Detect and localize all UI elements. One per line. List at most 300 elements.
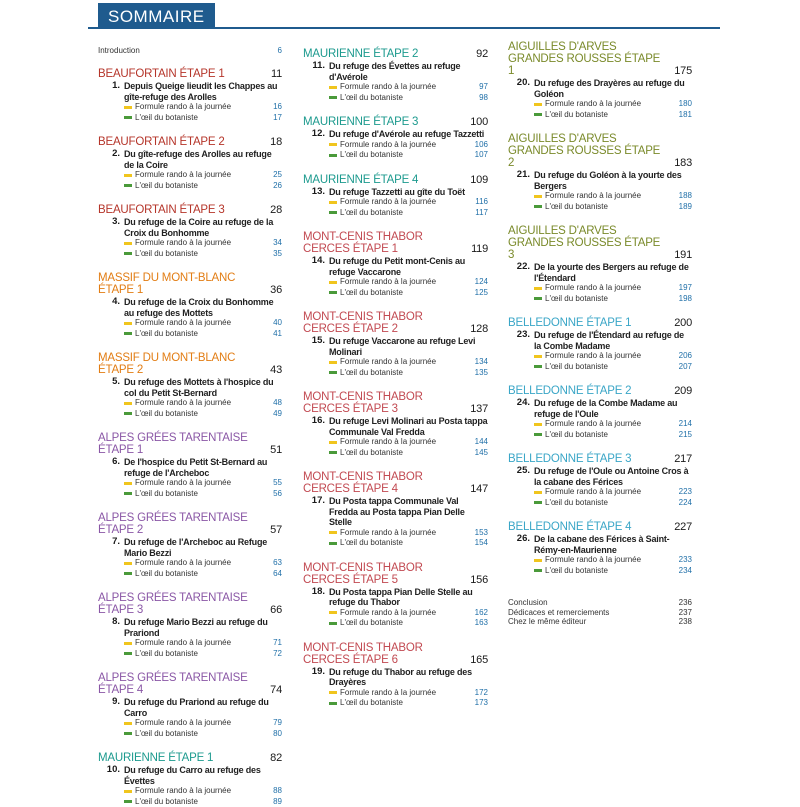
section-page: 100 <box>470 116 488 128</box>
sub-entry[interactable] <box>508 555 692 566</box>
green-bar-icon <box>534 569 542 572</box>
green-bar-icon <box>329 451 337 454</box>
sub-entry[interactable] <box>303 688 488 699</box>
section-heading[interactable] <box>303 562 488 586</box>
section-heading[interactable] <box>303 311 488 335</box>
sub-label: Formule rando à la journée <box>545 283 679 294</box>
sub-entry[interactable] <box>303 288 488 299</box>
section-heading[interactable] <box>303 471 488 495</box>
intro-label: Introduction <box>98 46 140 55</box>
stage-entry[interactable] <box>303 61 488 82</box>
sub-page: 41 <box>273 329 282 340</box>
sub-label: Formule rando à la journée <box>340 688 475 699</box>
sub-label: Formule rando à la journée <box>340 608 475 619</box>
section-page: 156 <box>470 574 488 586</box>
toc-section <box>303 231 488 298</box>
section-heading[interactable] <box>508 41 692 77</box>
section-heading[interactable] <box>98 512 282 536</box>
section-page: 109 <box>470 174 488 186</box>
toc-section <box>98 672 282 739</box>
stage-entry[interactable] <box>303 256 488 277</box>
section-heading[interactable] <box>303 174 488 186</box>
green-bar-icon <box>124 116 132 119</box>
section-heading[interactable] <box>303 231 488 255</box>
stage-number: 9. <box>98 697 124 718</box>
stage-entry[interactable] <box>98 537 282 558</box>
sub-entry[interactable] <box>303 93 488 104</box>
sub-entry[interactable] <box>303 82 488 93</box>
sub-page: 173 <box>475 698 488 709</box>
green-bar-icon <box>124 652 132 655</box>
toc-section <box>98 136 282 191</box>
sub-label: L'œil du botaniste <box>340 698 475 709</box>
sub-page: 233 <box>679 555 692 566</box>
stage-entry[interactable] <box>303 416 488 437</box>
sub-entry[interactable] <box>98 729 282 740</box>
section-title: MASSIF DU MONT-BLANC ÉTAPE 2 <box>98 352 264 376</box>
stage-number: 20. <box>508 78 534 99</box>
stage-route: Du refuge de la Croix du Bonhomme au refuge des Mottets <box>124 297 282 318</box>
stage-entry[interactable] <box>98 617 282 638</box>
stage-entry[interactable] <box>508 534 692 555</box>
sub-page: 72 <box>273 649 282 660</box>
sub-label: L'œil du botaniste <box>135 113 273 124</box>
sub-entry[interactable] <box>303 528 488 539</box>
sub-label: Formule rando à la journée <box>135 170 273 181</box>
stage-entry[interactable] <box>508 466 692 487</box>
sub-label: Formule rando à la journée <box>340 437 475 448</box>
stage-route: Du refuge des Évettes au refuge d'Avérole <box>329 61 488 82</box>
green-bar-icon <box>534 501 542 504</box>
sub-page: 34 <box>273 238 282 249</box>
section-page: 82 <box>270 752 282 764</box>
section-heading[interactable] <box>98 432 282 456</box>
stage-entry[interactable] <box>303 496 488 528</box>
intro-page: 6 <box>278 46 282 55</box>
section-heading[interactable] <box>98 68 282 80</box>
sub-entry[interactable] <box>303 197 488 208</box>
sub-label: L'œil du botaniste <box>340 538 475 549</box>
section-heading[interactable] <box>303 48 488 60</box>
stage-number: 25. <box>508 466 534 487</box>
sub-label: Formule rando à la journée <box>135 638 273 649</box>
sub-entry[interactable] <box>98 558 282 569</box>
yellow-bar-icon <box>124 402 132 405</box>
sub-label: L'œil du botaniste <box>340 448 475 459</box>
stage-entry[interactable] <box>98 297 282 318</box>
sub-page: 124 <box>475 277 488 288</box>
section-page: 200 <box>674 317 692 329</box>
stage-entry[interactable] <box>303 587 488 608</box>
sub-entry[interactable] <box>98 329 282 340</box>
sub-entry[interactable] <box>98 318 282 329</box>
toc-section <box>98 752 282 807</box>
sub-entry[interactable] <box>508 351 692 362</box>
sub-entry[interactable] <box>98 181 282 192</box>
sub-label: L'œil du botaniste <box>340 618 475 629</box>
sub-entry[interactable] <box>508 294 692 305</box>
sub-page: 172 <box>475 688 488 699</box>
stage-entry[interactable] <box>508 262 692 283</box>
stage-entry[interactable] <box>98 457 282 478</box>
section-title: BELLEDONNE ÉTAPE 4 <box>508 521 668 533</box>
stage-entry[interactable] <box>508 78 692 99</box>
yellow-bar-icon <box>329 531 337 534</box>
sub-page: 88 <box>273 786 282 797</box>
sub-page: 198 <box>679 294 692 305</box>
end-item[interactable] <box>508 608 692 618</box>
section-page: 147 <box>470 483 488 495</box>
sub-entry[interactable] <box>98 249 282 260</box>
section-title: MAURIENNE ÉTAPE 4 <box>303 174 464 186</box>
sub-entry[interactable] <box>508 110 692 121</box>
stage-number: 13. <box>303 187 329 198</box>
stage-entry[interactable] <box>508 398 692 419</box>
green-bar-icon <box>534 113 542 116</box>
sub-entry[interactable] <box>303 208 488 219</box>
sub-page: 207 <box>679 362 692 373</box>
toc-section <box>303 562 488 629</box>
green-bar-icon <box>124 332 132 335</box>
green-bar-icon <box>329 96 337 99</box>
section-page: 28 <box>270 204 282 216</box>
section-page: 57 <box>270 524 282 536</box>
stage-entry[interactable] <box>303 336 488 357</box>
sub-entry[interactable] <box>98 569 282 580</box>
end-page: 237 <box>679 608 692 618</box>
section-page: 74 <box>270 684 282 696</box>
sub-page: 215 <box>679 430 692 441</box>
section-title: ALPES GRÉES TARENTAISE ÉTAPE 4 <box>98 672 264 696</box>
stage-route: Du refuge des Mottets à l'hospice du col du Petit St-Bernard <box>124 377 282 398</box>
stage-route: Du Posta tappa Communale Val Fredda au Posta tappa Pian Delle Stelle <box>329 496 488 528</box>
sub-label: Formule rando à la journée <box>340 140 475 151</box>
toc-section <box>303 116 488 161</box>
stage-number: 23. <box>508 330 534 351</box>
section-heading[interactable] <box>303 116 488 128</box>
sub-label: Formule rando à la journée <box>135 478 273 489</box>
toc-section <box>303 471 488 549</box>
section-heading[interactable] <box>98 352 282 376</box>
sub-page: 163 <box>475 618 488 629</box>
stage-route: Du refuge du Thabor au refuge des Drayères <box>329 667 488 688</box>
stage-number: 18. <box>303 587 329 608</box>
sub-entry[interactable] <box>303 538 488 549</box>
stage-number: 17. <box>303 496 329 528</box>
sub-entry[interactable] <box>508 430 692 441</box>
end-page: 236 <box>679 598 692 608</box>
yellow-bar-icon <box>534 559 542 562</box>
sub-entry[interactable] <box>508 419 692 430</box>
sub-label: Formule rando à la journée <box>135 786 273 797</box>
stage-route: Du refuge de la Combe Madame au refuge de l'Oule <box>534 398 692 419</box>
sub-entry[interactable] <box>98 638 282 649</box>
sub-entry[interactable] <box>303 608 488 619</box>
green-bar-icon <box>124 184 132 187</box>
sub-label: Formule rando à la journée <box>340 357 475 368</box>
sub-entry[interactable] <box>98 170 282 181</box>
sub-label: L'œil du botaniste <box>135 649 273 660</box>
sub-label: Formule rando à la journée <box>545 99 679 110</box>
section-title: ALPES GRÉES TARENTAISE ÉTAPE 2 <box>98 512 264 536</box>
section-title: BEAUFORTAIN ÉTAPE 3 <box>98 204 264 216</box>
sub-label: L'œil du botaniste <box>340 368 475 379</box>
stage-route: De l'hospice du Petit St-Bernard au refuge de l'Archeboc <box>124 457 282 478</box>
stage-route: Du refuge du Goléon à la yourte des Bergers <box>534 170 692 191</box>
green-bar-icon <box>534 433 542 436</box>
stage-route: De la yourte des Bergers au refuge de l'Étendard <box>534 262 692 283</box>
sub-entry[interactable] <box>303 448 488 459</box>
stage-route: Du refuge de l'Étendard au refuge de la Combe Madame <box>534 330 692 351</box>
section-heading[interactable] <box>508 317 692 329</box>
sub-entry[interactable] <box>98 718 282 729</box>
sub-label: L'œil du botaniste <box>135 409 273 420</box>
sub-entry[interactable] <box>98 786 282 797</box>
yellow-bar-icon <box>124 482 132 485</box>
section-heading[interactable] <box>98 272 282 296</box>
sub-entry[interactable] <box>98 489 282 500</box>
sub-page: 107 <box>475 150 488 161</box>
sub-page: 125 <box>475 288 488 299</box>
sub-entry[interactable] <box>98 238 282 249</box>
section-heading[interactable] <box>303 642 488 666</box>
stage-number: 26. <box>508 534 534 555</box>
yellow-bar-icon <box>124 790 132 793</box>
stage-entry[interactable] <box>98 217 282 238</box>
sub-entry[interactable] <box>303 140 488 151</box>
yellow-bar-icon <box>124 562 132 565</box>
section-heading[interactable] <box>98 672 282 696</box>
green-bar-icon <box>329 702 337 705</box>
toc-section <box>508 521 692 576</box>
stage-number: 10. <box>98 765 124 786</box>
section-title: BEAUFORTAIN ÉTAPE 2 <box>98 136 264 148</box>
stage-number: 5. <box>98 377 124 398</box>
sub-label: L'œil du botaniste <box>135 249 273 260</box>
stage-number: 22. <box>508 262 534 283</box>
stage-number: 2. <box>98 149 124 170</box>
stage-number: 6. <box>98 457 124 478</box>
green-bar-icon <box>124 800 132 803</box>
stage-number: 11. <box>303 61 329 82</box>
sub-entry[interactable] <box>303 368 488 379</box>
sub-page: 80 <box>273 729 282 740</box>
stage-entry[interactable] <box>508 170 692 191</box>
sub-label: L'œil du botaniste <box>545 430 679 441</box>
section-title: MAURIENNE ÉTAPE 1 <box>98 752 264 764</box>
toc-section <box>508 453 692 508</box>
sub-entry[interactable] <box>508 566 692 577</box>
sub-entry[interactable] <box>98 409 282 420</box>
sub-page: 49 <box>273 409 282 420</box>
sub-label: L'œil du botaniste <box>545 294 679 305</box>
yellow-bar-icon <box>329 361 337 364</box>
sub-page: 153 <box>475 528 488 539</box>
sub-page: 55 <box>273 478 282 489</box>
end-label: Dédicaces et remerciements <box>508 608 609 618</box>
toc-section <box>303 48 488 103</box>
toc-section <box>508 133 692 212</box>
sub-label: L'œil du botaniste <box>135 729 273 740</box>
stage-route: Du refuge Levi Molinari au Posta tappa Communale Val Fredda <box>329 416 488 437</box>
sub-entry[interactable] <box>508 283 692 294</box>
toc-section <box>303 174 488 219</box>
stage-entry[interactable] <box>98 149 282 170</box>
section-page: 137 <box>470 403 488 415</box>
toc-section <box>98 432 282 499</box>
sub-entry[interactable] <box>508 191 692 202</box>
stage-route: Du gîte-refuge des Arolles au refuge de la Coire <box>124 149 282 170</box>
sub-entry[interactable] <box>508 487 692 498</box>
green-bar-icon <box>329 291 337 294</box>
stage-route: Du refuge de l'Archeboc au Refuge Mario Bezzi <box>124 537 282 558</box>
toc-section <box>508 385 692 440</box>
sub-page: 135 <box>475 368 488 379</box>
stage-number: 3. <box>98 217 124 238</box>
sub-entry[interactable] <box>98 797 282 807</box>
sub-label: L'œil du botaniste <box>135 329 273 340</box>
yellow-bar-icon <box>329 143 337 146</box>
toc-section <box>98 512 282 579</box>
sub-label: Formule rando à la journée <box>135 238 273 249</box>
section-heading[interactable] <box>508 133 692 169</box>
sub-page: 224 <box>679 498 692 509</box>
stage-entry[interactable] <box>98 765 282 786</box>
stage-entry[interactable] <box>303 667 488 688</box>
section-heading[interactable] <box>98 752 282 764</box>
section-page: 165 <box>470 654 488 666</box>
sub-page: 145 <box>475 448 488 459</box>
stage-number: 19. <box>303 667 329 688</box>
toc-column-1 <box>98 40 282 807</box>
section-heading[interactable] <box>508 385 692 397</box>
sub-entry[interactable] <box>508 498 692 509</box>
green-bar-icon <box>124 252 132 255</box>
sub-entry[interactable] <box>303 277 488 288</box>
yellow-bar-icon <box>329 201 337 204</box>
sub-label: Formule rando à la journée <box>545 351 679 362</box>
sub-entry[interactable] <box>303 150 488 161</box>
sub-entry[interactable] <box>98 102 282 113</box>
stage-route: Du refuge Mario Bezzi au refuge du Prariond <box>124 617 282 638</box>
sub-page: 48 <box>273 398 282 409</box>
sub-label: L'œil du botaniste <box>545 110 679 121</box>
green-bar-icon <box>329 154 337 157</box>
stage-route: Du refuge Tazzetti au gîte du Toët <box>329 187 465 198</box>
stage-number: 8. <box>98 617 124 638</box>
section-heading[interactable] <box>98 592 282 616</box>
sub-entry[interactable] <box>98 113 282 124</box>
stage-route: Du refuge des Drayères au refuge du Goléon <box>534 78 692 99</box>
sub-entry[interactable] <box>303 357 488 368</box>
sub-entry[interactable] <box>303 437 488 448</box>
section-page: 227 <box>674 521 692 533</box>
stage-route: De la cabane des Férices à Saint-Rémy-en-Maurienne <box>534 534 692 555</box>
stage-number: 21. <box>508 170 534 191</box>
stage-entry[interactable] <box>98 81 282 102</box>
end-matter <box>508 598 692 627</box>
section-heading[interactable] <box>508 521 692 533</box>
section-page: 11 <box>271 68 282 80</box>
toc-intro[interactable] <box>98 46 282 55</box>
section-page: 119 <box>471 243 488 255</box>
sub-label: Formule rando à la journée <box>545 191 679 202</box>
yellow-bar-icon <box>329 281 337 284</box>
sub-entry[interactable] <box>303 618 488 629</box>
stage-entry[interactable] <box>508 330 692 351</box>
yellow-bar-icon <box>534 103 542 106</box>
end-item[interactable] <box>508 598 692 608</box>
sub-entry[interactable] <box>303 698 488 709</box>
sub-entry[interactable] <box>98 649 282 660</box>
section-heading[interactable] <box>508 225 692 261</box>
section-heading[interactable] <box>303 391 488 415</box>
sub-label: Formule rando à la journée <box>545 555 679 566</box>
stage-number: 15. <box>303 336 329 357</box>
sub-page: 162 <box>475 608 488 619</box>
yellow-bar-icon <box>329 691 337 694</box>
sub-page: 206 <box>679 351 692 362</box>
section-heading[interactable] <box>98 204 282 216</box>
toc-section <box>98 204 282 259</box>
sub-page: 116 <box>475 197 488 208</box>
sub-page: 97 <box>479 82 488 93</box>
toc-section <box>98 68 282 123</box>
sub-label: Formule rando à la journée <box>545 419 679 430</box>
sub-label: L'œil du botaniste <box>135 569 273 580</box>
sub-entry[interactable] <box>98 478 282 489</box>
sub-label: Formule rando à la journée <box>135 718 273 729</box>
stage-entry[interactable] <box>303 129 488 140</box>
green-bar-icon <box>534 297 542 300</box>
section-page: 92 <box>476 48 488 60</box>
sub-page: 56 <box>273 489 282 500</box>
stage-entry[interactable] <box>303 187 488 198</box>
sub-page: 189 <box>679 202 692 213</box>
sub-page: 188 <box>679 191 692 202</box>
end-item[interactable] <box>508 617 692 627</box>
sub-label: Formule rando à la journée <box>340 277 475 288</box>
sub-entry[interactable] <box>508 99 692 110</box>
toc-section <box>508 225 692 304</box>
section-page: 209 <box>674 385 692 397</box>
section-title: MONT-CENIS THABOR CERCES ÉTAPE 5 <box>303 562 464 586</box>
toc-section <box>303 311 488 378</box>
section-heading[interactable] <box>508 453 692 465</box>
sub-entry[interactable] <box>98 398 282 409</box>
section-title: MONT-CENIS THABOR CERCES ÉTAPE 6 <box>303 642 464 666</box>
stage-entry[interactable] <box>98 697 282 718</box>
section-page: 18 <box>270 136 282 148</box>
stage-number: 1. <box>98 81 124 102</box>
toc-section <box>98 272 282 339</box>
sub-entry[interactable] <box>508 362 692 373</box>
section-title: MONT-CENIS THABOR CERCES ÉTAPE 3 <box>303 391 464 415</box>
section-page: 217 <box>674 453 692 465</box>
section-title: MONT-CENIS THABOR CERCES ÉTAPE 2 <box>303 311 464 335</box>
toc-section <box>98 592 282 659</box>
section-heading[interactable] <box>98 136 282 148</box>
toc-section <box>508 41 692 120</box>
section-title: AIGUILLES D'ARVES GRANDES ROUSSES ÉTAPE 2 <box>508 133 668 169</box>
sub-entry[interactable] <box>508 202 692 213</box>
stage-route: Du refuge de la Coire au refuge de la Croix du Bonhomme <box>124 217 282 238</box>
page-title: SOMMAIRE <box>98 3 215 29</box>
sub-label: L'œil du botaniste <box>545 202 679 213</box>
green-bar-icon <box>124 492 132 495</box>
sub-page: 26 <box>273 181 282 192</box>
stage-entry[interactable] <box>98 377 282 398</box>
